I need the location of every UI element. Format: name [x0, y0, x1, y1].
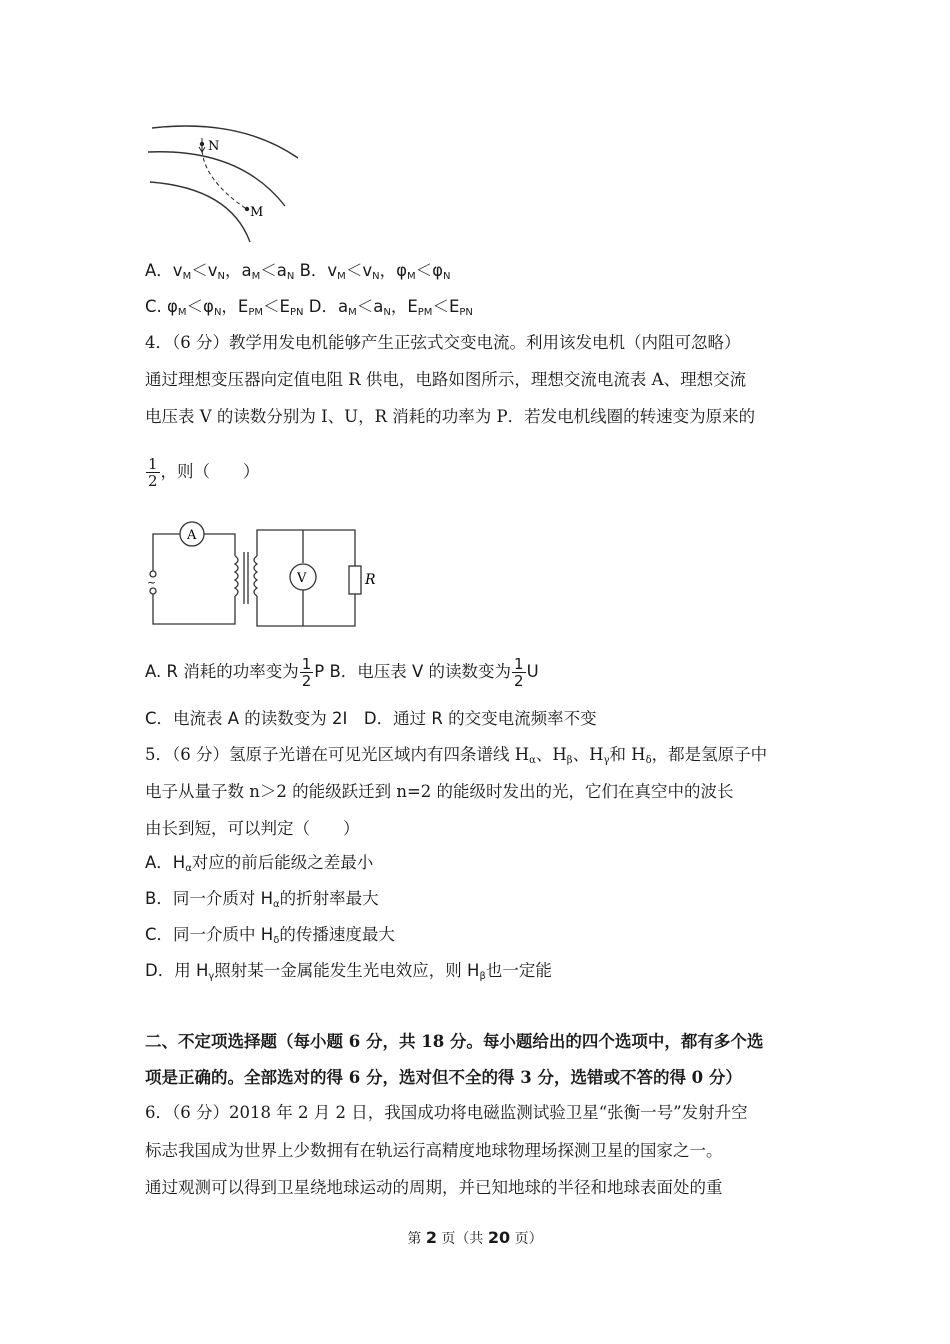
resistor-label: R: [365, 572, 376, 588]
q5-option-a: A．$H_\alpha$对应的前后能级之差最小: [145, 853, 374, 874]
ammeter-label: A: [187, 528, 197, 543]
q3-options-cd: C. $\varphi_M<\varphi_N$，$E_{PM}<E_{PN}$ D．$a_M<a_N$，$E_{PM}<E_{PN}$: [145, 297, 473, 318]
q5-line-2: 电子从量子数 n＞2 的能级跃迁到 n=2 的能级时发出的光，它们在真空中的波长: [145, 782, 734, 801]
q3-options-ab: A．$v_M<v_N$，$a_M<a_N$ B．$v_M<v_N$，$\varphi_M<\varphi_N$: [145, 261, 451, 282]
section-2-heading-line-2: 项是正确的。全部选对的得 6 分，选对但不全的得 3 分，选错或不答的得 0 分）: [145, 1068, 742, 1087]
q4-line-3: 电压表 V 的读数分别为 I、U，R 消耗的功率为 P．若发电机线圈的转速变为原来的: [145, 407, 756, 426]
total-pages: 20: [487, 1228, 511, 1247]
q4-options-cd: C．电流表 A 的读数变为 2I D．通过 R 的交变电流频率不变: [145, 709, 597, 728]
label-n: N: [208, 139, 220, 154]
q4-line-4: $\frac{1}{2}$ ，则（ ）: [148, 455, 260, 490]
q6-line-1: 6．（6 分）2018 年 2 月 2 日，我国成功将电磁监测试验卫星“张衡一号”发射升空: [145, 1103, 748, 1122]
page-number: 2: [425, 1228, 437, 1247]
section-2-heading-line-1: 二、不定项选择题（每小题 6 分，共 18 分。每小题给出的四个选项中，都有多个选: [145, 1032, 764, 1051]
q5-line-3: 由长到短，可以判定（ ）: [145, 819, 360, 838]
page-footer: 第 2 页（共 20 页）: [407, 1228, 543, 1247]
ac-source-symbol: ~: [147, 576, 157, 589]
q5-line-1: 5．（6 分）氢原子光谱在可见光区域内有四条谱线 $H_\alpha$、$H_\beta$、$H_\gamma$和 $H_\delta$，都是氢原子中: [145, 745, 768, 766]
q4-options-ab: A. R 消耗的功率变为 $\frac{1}{2}$ P B．电压表 V 的读数变为 $\frac{1}{2}$ U: [145, 655, 539, 690]
label-m: M: [250, 205, 264, 220]
voltmeter-label: V: [297, 571, 307, 586]
transformer-circuit-diagram: [140, 516, 380, 632]
field-lines-figure: [140, 118, 310, 248]
q6-line-3: 通过观测可以得到卫星绕地球运动的周期，并已知地球的半径和地球表面处的重: [145, 1178, 723, 1197]
q5-option-c: C．同一介质中 $H_\delta$的传播速度最大: [145, 925, 395, 946]
q4-line-2: 通过理想变压器向定值电阻 R 供电，电路如图所示，理想交流电流表 A、理想交流: [145, 370, 747, 389]
q5-option-d: D．用 $H_\gamma$照射某一金属能发生光电效应，则 $H_\beta$也一定能: [145, 961, 552, 982]
q6-line-2: 标志我国成为世界上少数拥有在轨运行高精度地球物理场探测卫星的国家之一。: [145, 1141, 723, 1160]
q5-option-b: B．同一介质对 $H_\alpha$的折射率最大: [145, 889, 379, 910]
fraction-half: $\frac{1}{2}$: [148, 455, 158, 490]
q4-line-1: 4．（6 分）教学用发电机能够产生正弦式交变电流。利用该发电机（内阻可忽略）: [145, 333, 741, 352]
